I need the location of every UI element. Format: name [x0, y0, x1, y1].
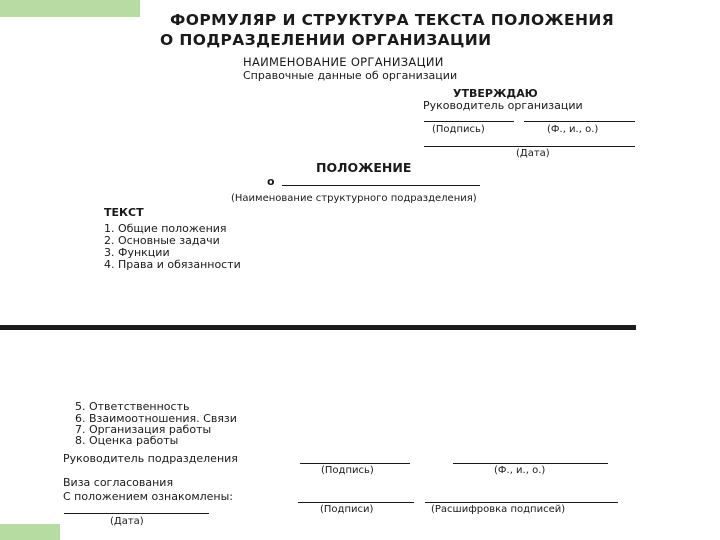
document-title-line-1: ФОРМУЛЯР И СТРУКТУРА ТЕКСТА ПОЛОЖЕНИЯ — [170, 11, 615, 29]
organization-reference: Справочные данные об организации — [243, 69, 458, 82]
about-preposition: о — [267, 175, 275, 188]
section-item: 4. Права и обязанности — [104, 258, 241, 271]
acquainted-label: С положением ознакомлены: — [63, 490, 234, 503]
document-title-line-2: О ПОДРАЗДЕЛЕНИИ ОРГАНИЗАЦИИ — [160, 31, 492, 49]
head-of-unit: Руководитель подразделения — [63, 452, 238, 465]
decode-line — [425, 502, 618, 503]
unit-name-line — [282, 185, 480, 186]
document-type: ПОЛОЖЕНИЕ — [316, 160, 412, 175]
section-item: 7. Организация работы — [75, 423, 212, 436]
section-item: 2. Основные задачи — [104, 234, 220, 247]
slide-accent-bottom — [0, 524, 60, 540]
approve-heading: УТВЕРЖДАЮ — [453, 87, 538, 100]
date-line — [424, 146, 635, 147]
section-item: 8. Оценка работы — [75, 434, 179, 447]
approval-visa: Виза согласования — [63, 476, 174, 489]
fio-caption: (Ф., и., о.) — [547, 124, 599, 135]
final-date-line — [64, 513, 209, 514]
section-item: 6. Взаимоотношения. Связи — [75, 412, 237, 425]
unit-name-caption: (Наименование структурного подразделения) — [231, 193, 477, 204]
head-of-organization: Руководитель организации — [423, 99, 583, 112]
page-divider — [0, 325, 636, 330]
unit-fio-line — [453, 463, 608, 464]
signature-caption: (Подпись) — [432, 124, 485, 135]
date-caption: (Дата) — [516, 148, 550, 159]
slide-accent-top — [0, 0, 140, 17]
text-heading: ТЕКСТ — [104, 206, 144, 219]
fio-line — [524, 121, 635, 122]
section-item: 1. Общие положения — [104, 222, 227, 235]
unit-signature-caption: (Подпись) — [321, 465, 374, 476]
signatures-caption: (Подписи) — [320, 504, 374, 515]
signatures-line — [298, 502, 414, 503]
unit-fio-caption: (Ф., и., о.) — [494, 465, 546, 476]
decode-caption: (Расшифровка подписей) — [431, 504, 566, 515]
section-item: 3. Функции — [104, 246, 170, 259]
final-date-caption: (Дата) — [110, 516, 144, 527]
signature-line — [424, 121, 514, 122]
organization-name: НАИМЕНОВАНИЕ ОРГАНИЗАЦИИ — [243, 55, 444, 69]
section-item: 5. Ответственность — [75, 400, 190, 413]
unit-signature-line — [300, 463, 410, 464]
